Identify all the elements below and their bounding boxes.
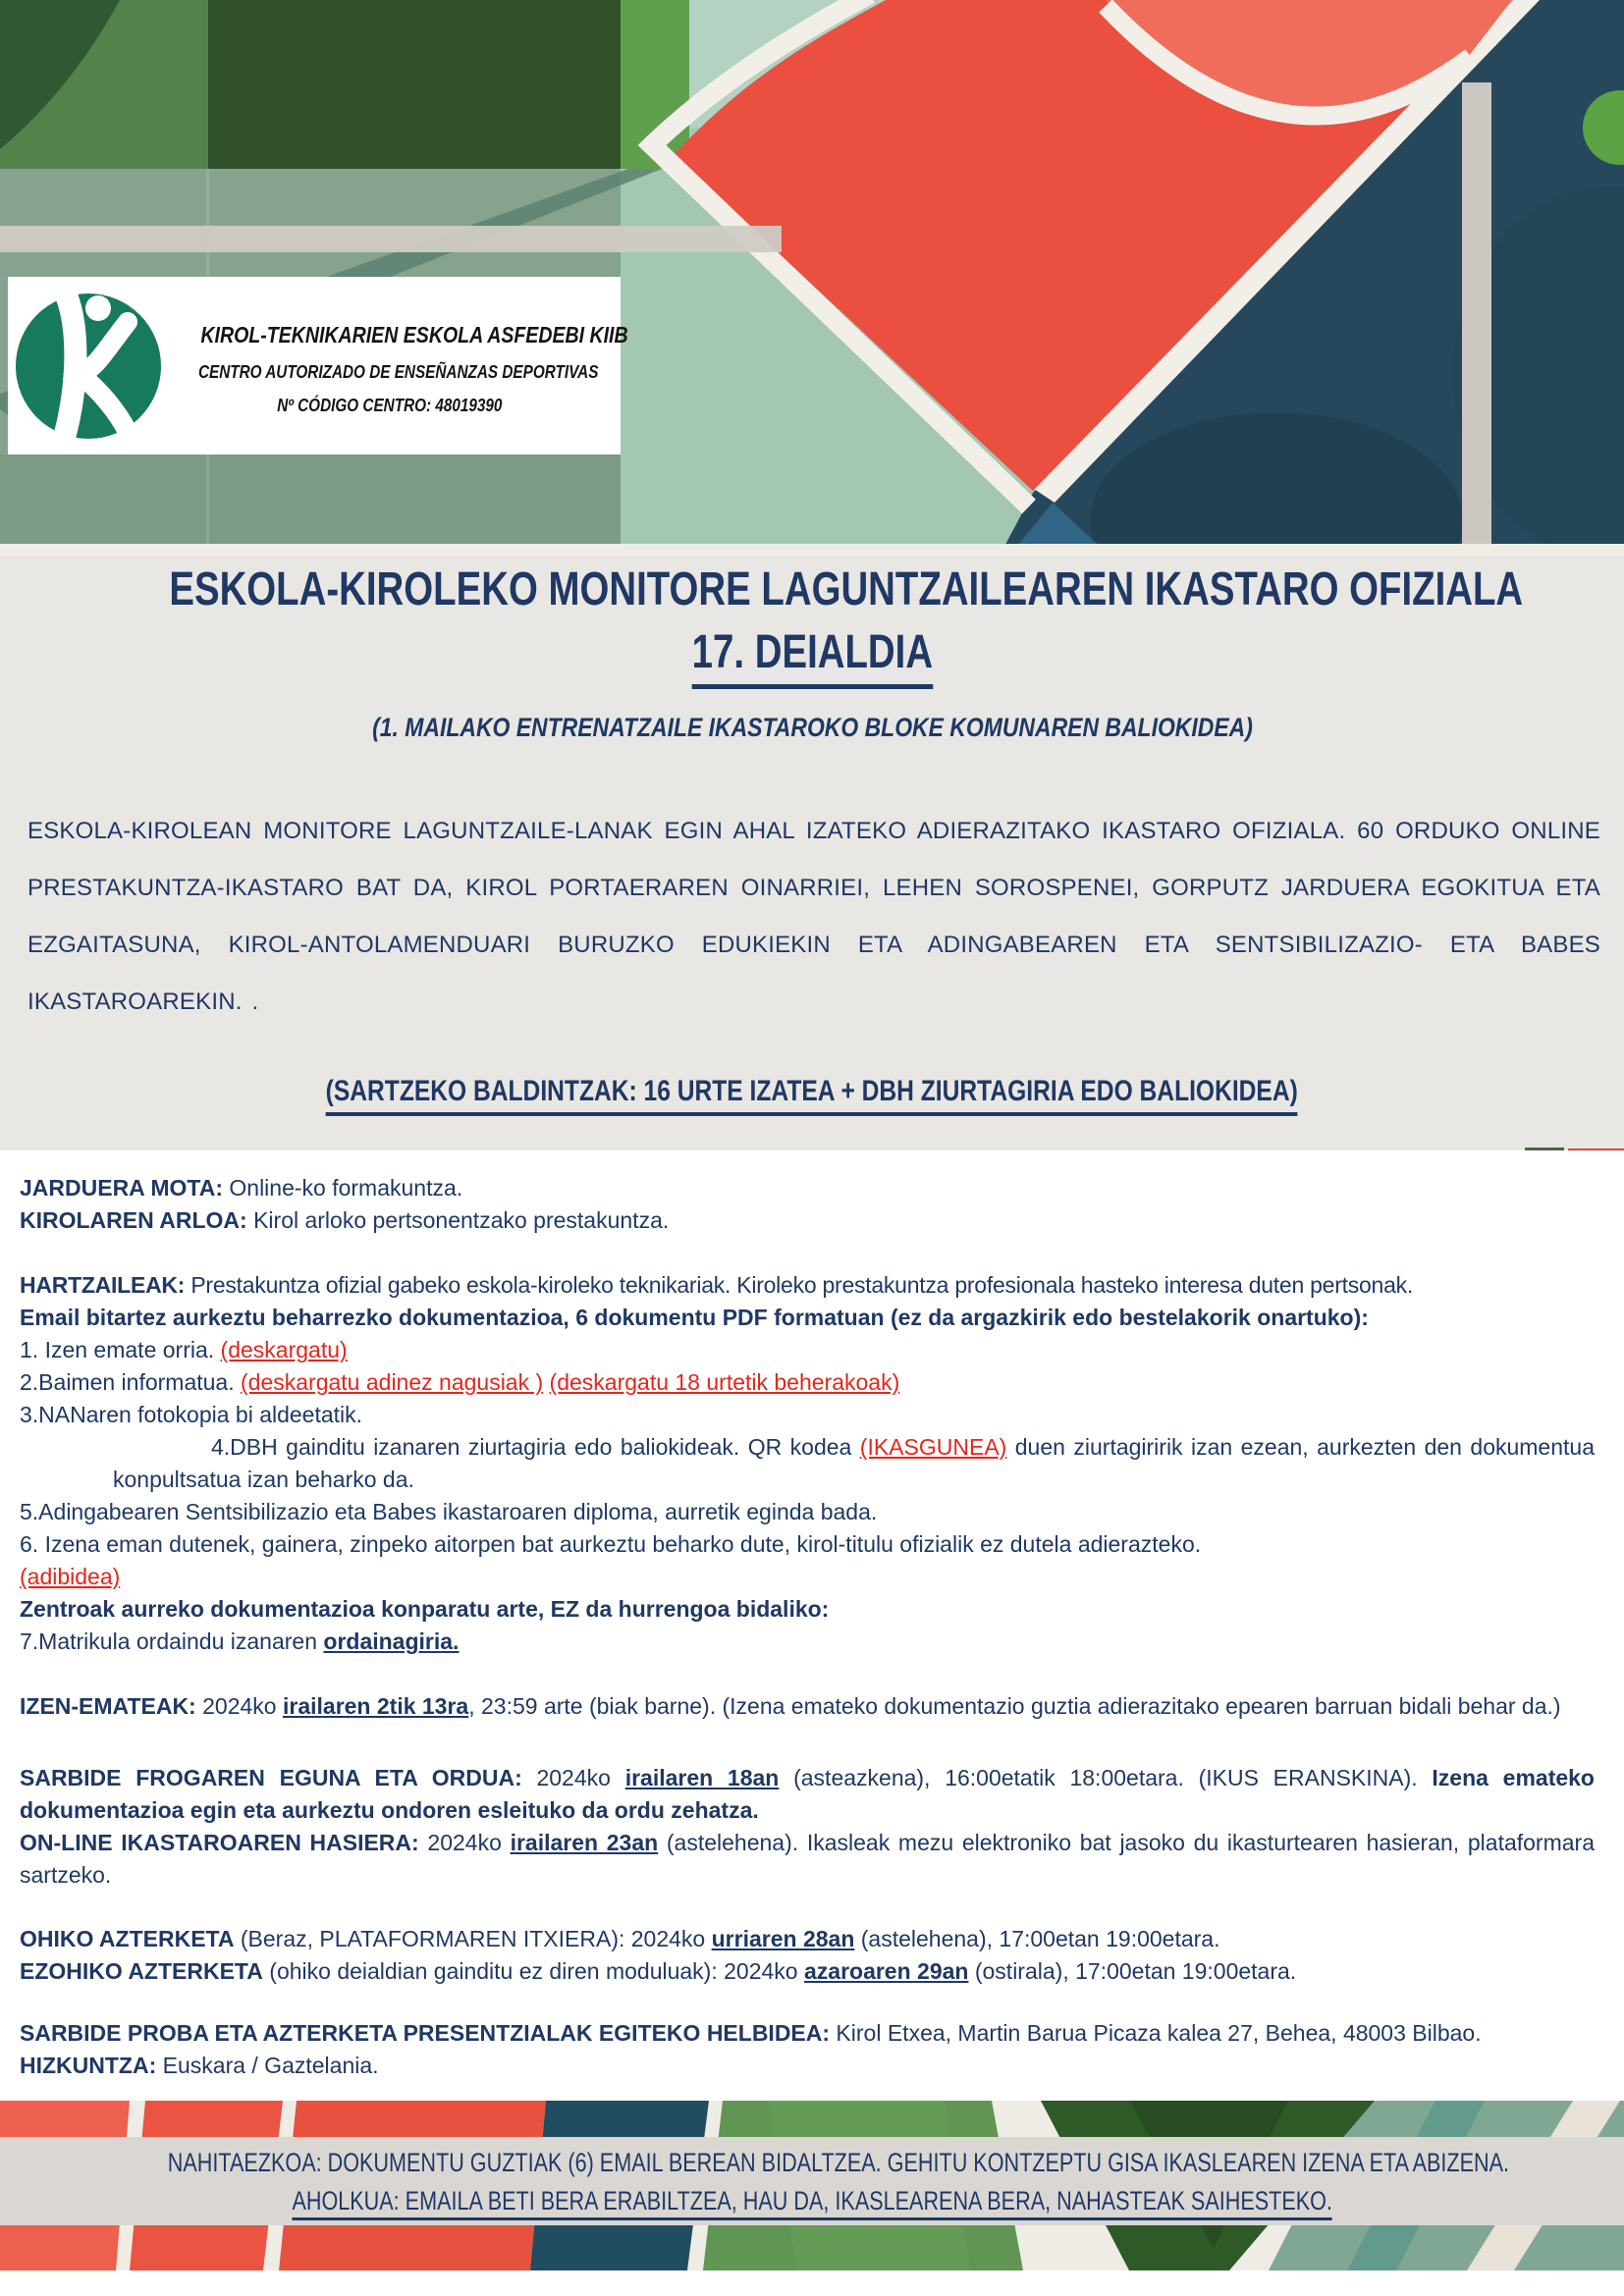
address-label: SARBIDE PROBA ETA AZTERKETA PRESENTZIALAK EGITEKO HELBIDEA:: [20, 2020, 831, 2046]
language-label: HIZKUNTZA:: [20, 2053, 157, 2078]
logo-k-icon: [10, 283, 167, 450]
online-start-date: irailaren 23an: [510, 1830, 659, 1855]
online-start-line: [20, 1827, 1595, 1892]
download-link-adults[interactable]: (deskargatu adinez nagusiak ): [241, 1369, 544, 1395]
page-title-edition: 17. DEIALDIA: [0, 626, 1624, 689]
intro-paragraph: ESKOLA-KIROLEAN MONITORE LAGUNTZAILE-LANAK EGIN AHAL IZATEKO ADIERAZITAKO IKASTARO OFIZIALA. 60 ORDUKO ONLINE PRESTAKUNTZA-IKASTARO BAT DA, KIROL PORTAERAREN OINARRIEI, LEHEN SOROSPENEI, GORPUTZ JARDUERA EGOKITUA ETA EZGAITASUNA, KIROL-ANTOLAMENDUARI BURUZKO EDUKIEKIN ETA ADINGABEAREN ETA SENTSIBILIZAZIO- ETA BABES IKASTAROAREKIN. .: [27, 818, 1600, 1015]
enrolment-dates: irailaren 2tik 13ra: [282, 1693, 469, 1719]
doc-item-4-text2: duen ziurtagiririk izan ezean, aurkezten den dokumentua konpultsatua izan beharko da.: [113, 1434, 1595, 1492]
ordinary-exam-pre: (Beraz, PLATAFORMAREN ITXIERA): 2024ko: [234, 1926, 712, 1951]
doc-item-4: [20, 1431, 1595, 1496]
page-title: ESKOLA-KIROLEKO MONITORE LAGUNTZAILEAREN IKASTARO OFIZIALA: [169, 563, 1524, 615]
enrolment-line: [20, 1690, 1595, 1723]
download-link-minors[interactable]: (deskargatu 18 urtetik beherakoak): [549, 1369, 900, 1395]
footer-notice-line2: AHOLKUA: EMAILA BETI BERA ERABILTZEA, HAU DA, IKASLEARENA BERA, NAHASTEAK SAIHESTEKO.: [0, 2186, 1624, 2220]
entry-test-date: irailaren 18an: [624, 1765, 780, 1790]
entry-test-pre: 2024ko: [521, 1765, 625, 1790]
enrolment-rest: , 23:59 arte (biak barne). (Izena emateko dokumentazio guztia adierazitako epearen barruan bidali behar da.): [468, 1693, 1561, 1719]
online-start-rest: (astelehena). Ikasleak mezu elektroniko bat jasoko du ikasturtearen hasieran, plataformara sartzeko.: [20, 1830, 1595, 1888]
language-value: Euskara / Gaztelania.: [156, 2053, 379, 2078]
entry-test-label: SARBIDE FROGAREN EGUNA ETA ORDUA:: [20, 1765, 522, 1790]
doc-item-7-text: 7.Matrikula ordaindu izanaren: [20, 1629, 324, 1654]
entry-test-bold: Izena emateko dokumentazioa egin eta aurkeztu ondoren esleituko da ordu zehatza.: [20, 1765, 1595, 1823]
area-label: KIROLAREN ARLOA:: [20, 1207, 247, 1233]
ordinary-exam-date: urriaren 28an: [711, 1926, 855, 1951]
extraordinary-exam-pre: (ohiko deialdian gainditu ez diren moduluak): 2024ko: [262, 1958, 804, 1984]
doc-item-7: [20, 1626, 1595, 1658]
footer-notice-line1: NAHITAEZKOA: DOKUMENTU GUZTIAK (6) EMAIL BEREAN BIDALTZEA. GEHITU KONTZEPTU GISA IKASLEAREN IZENA ETA ABIZENA.: [167, 2148, 1510, 2177]
online-start-label: ON-LINE IKASTAROAREN HASIERA:: [20, 1830, 419, 1855]
doc-item-5: 5.Adingabearen Sentsibilizazio eta Babes ikastaroaren diploma, aurretik eginda bada.: [20, 1499, 878, 1524]
page-subtitle: (1. MAILAKO ENTRENATZAILE IKASTAROKO BLOKE KOMUNAREN BALIOKIDEA): [371, 713, 1253, 742]
activity-value: Online-ko formakuntza.: [223, 1175, 463, 1201]
recipients-label: HARTZAILEAK:: [20, 1272, 186, 1298]
entry-test-mid: (asteazkena), 16:00etatik 18:00etara. (IKUS ERANSKINA).: [779, 1765, 1433, 1790]
language-line: [20, 2050, 1595, 2082]
ordinary-exam-rest: (astelehena), 17:00etan 19:00etara.: [854, 1926, 1220, 1951]
logo-center-line: CENTRO AUTORIZADO DE ENSEÑANZAS DEPORTIVAS: [197, 362, 599, 382]
activity-label: JARDUERA MOTA:: [20, 1175, 223, 1201]
enrolment-pre: 2024ko: [195, 1693, 283, 1719]
ikasgunea-link[interactable]: (IKASGUNEA): [859, 1434, 1007, 1460]
enrolment-label: IZEN-EMATEAK:: [20, 1693, 196, 1719]
doc-item-6: 6. Izena eman dutenek, gainera, zinpeko aitorpen bat aurkeztu beharko dute, kirol-titulu ofizialik ez dutela adierazteko.: [20, 1531, 1202, 1557]
online-start-pre: 2024ko: [418, 1830, 511, 1855]
address-line: [20, 2017, 1595, 2050]
logo-box: [8, 277, 628, 454]
until-line: Zentroak aurreko dokumentazioa konparatu arte, EZ da hurrengoa bidaliko:: [20, 1596, 830, 1622]
logo-code-line: Nº CÓDIGO CENTRO: 48019390: [277, 396, 503, 415]
doc-item-7-receipt: ordainagiria.: [323, 1629, 460, 1654]
header-graphic: [0, 0, 1624, 556]
extraordinary-exam-date: azaroaren 29an: [803, 1958, 969, 1984]
requirements-heading: (SARTZEKO BALDINTZAK: 16 URTE IZATEA + DBH ZIURTAGIRIA EDO BALIOKIDEA): [0, 1074, 1624, 1116]
extraordinary-exam-label: EZOHIKO AZTERKETA: [20, 1958, 263, 1984]
download-link-1[interactable]: (deskargatu): [220, 1337, 348, 1362]
entry-test-line: [20, 1762, 1595, 1827]
doc-item-4-text1: 4.DBH gainditu izanaren ziurtagiria edo baliokideak. QR kodea: [211, 1434, 860, 1460]
footer-notice-band: [0, 2137, 1624, 2225]
ordinary-exam-label: OHIKO AZTERKETA: [20, 1926, 235, 1951]
example-link[interactable]: (adibidea): [20, 1564, 121, 1589]
doc-item-1: [20, 1334, 1595, 1366]
area-value: Kirol arloko pertsonentzako prestakuntza.: [246, 1207, 670, 1233]
extraordinary-exam-rest: (ostirala), 17:00etan 19:00etara.: [968, 1958, 1297, 1984]
footer-graphic: [0, 2101, 1624, 2270]
logo-text-block: [163, 322, 628, 416]
example-line: [20, 1561, 1595, 1593]
activity-line: [20, 1172, 1595, 1204]
extraordinary-exam-line: [20, 1955, 1595, 1988]
logo-org-name: KIROL-TEKNIKARIEN ESKOLA ASFEDEBI KIIB: [200, 322, 628, 347]
ordinary-exam-line: [20, 1923, 1595, 1955]
title-section: [0, 556, 1624, 1150]
doc-item-2: [20, 1366, 1595, 1399]
recipients-line: [20, 1269, 1595, 1302]
recipients-value: Prestakuntza ofizial gabeko eskola-kiroleko teknikariak. Kiroleko prestakuntza profesionala hasteko interesa duten pertsonak.: [185, 1272, 1414, 1298]
doc-item-3: 3.NANaren fotokopia bi aldeetatik.: [20, 1402, 363, 1427]
doc-item-2-text: 2.Baimen informatua.: [20, 1369, 242, 1395]
body-section: [0, 1150, 1624, 2101]
area-line: [20, 1204, 1595, 1237]
email-instruction-line: Email bitartez aurkeztu beharrezko dokumentazioa, 6 dokumentu PDF formatuan (ez da argazkirik edo bestelakorik onartuko):: [20, 1305, 1369, 1330]
doc-item-1-text: 1. Izen emate orria.: [20, 1337, 221, 1362]
address-value: Kirol Etxea, Martin Barua Picaza kalea 27, Behea, 48003 Bilbao.: [830, 2020, 1482, 2046]
